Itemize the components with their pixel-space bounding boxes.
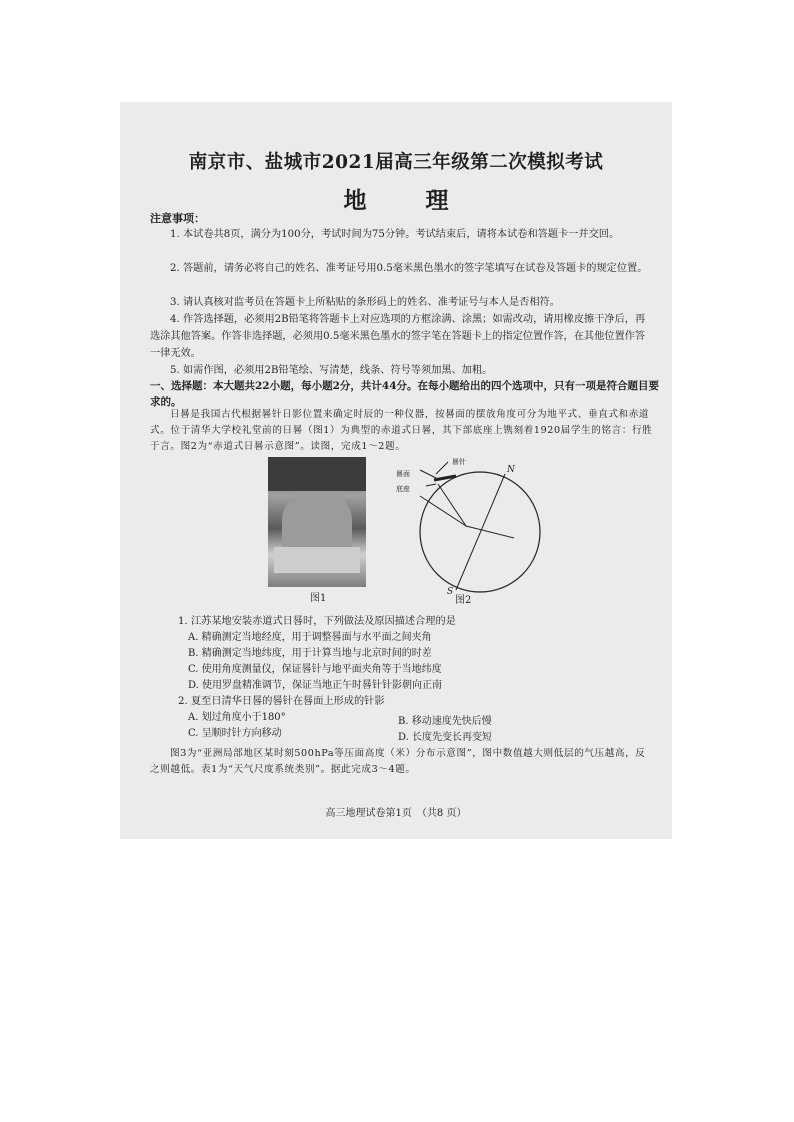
q1-option-c: C. 使用角度测量仪，保证晷针与地平面夹角等于当地纬度 <box>188 664 442 675</box>
gnomon-label: 晷针 <box>452 458 466 466</box>
q2-option-d: D. 长度先变长再变短 <box>398 732 493 743</box>
notice-item-2: 2. 答题前，请务必将自己的姓名、准考证号用0.5毫米黑色墨水的签字笔填写在试卷及答题卡的规定位置。 <box>170 263 648 274</box>
intro-paragraph-1: 日晷是我国古代根据晷针日影位置来确定时辰的一种仪器，按晷面的摆放角度可分为地平式、垂直式和赤道式。位于清华大学校礼堂前的日晷（图1）为典型的赤道式日晷，其下部底座上镌刻着1920届学生的铭言：行胜于言。图2为“赤道式日晷示意图”。读图，完成1～2题。 <box>150 409 653 452</box>
q2-option-c: C. 呈顺时针方向移动 <box>188 728 282 739</box>
notice-item-1: 1. 本试卷共8页，满分为100分，考试时间为75分钟。考试结束后，请将本试卷和答题卡一并交回。 <box>170 229 620 240</box>
exam-page <box>120 102 672 839</box>
notice-item-5: 5. 如需作图，必须用2B铅笔绘、写清楚，线条、符号等须加黑、加粗。 <box>170 365 493 376</box>
page-footer: 高三地理试卷第1页 （共8 页） <box>325 808 467 819</box>
subject-title: 地 理 <box>343 187 467 214</box>
question-2-stem: 2. 夏至日清华日晷的晷针在晷面上形成的针影 <box>178 696 385 707</box>
q2-option-b: B. 移动速度先快后慢 <box>398 716 492 727</box>
q1-option-a: A. 精确测定当地经度，用于调整晷面与水平面之间夹角 <box>188 632 432 643</box>
north-label: N <box>507 465 515 475</box>
figure2-caption: 图2 <box>455 595 472 606</box>
dial-label: 晷面 <box>396 470 410 478</box>
south-label: S <box>447 587 454 597</box>
q2-option-a: A. 划过角度小于180° <box>188 712 286 723</box>
notice-item-4: 4. 作答选择题，必须用2B铅笔将答题卡上对应选项的方框涂满、涂黑；如需改动，请用橡皮擦干净后，再选涂其他答案。作答非选择题，必须用0.5毫米黑色墨水的签字笔在答题卡上的指定位置作答，在其他位置作答一律无效。 <box>150 314 646 359</box>
intro-paragraph-2: 图3为“亚洲局部地区某时刻500hPa等压面高度（米）分布示意图”，图中数值越大则低层的气压越高，反之则越低。表1为“天气尺度系统类别”。据此完成3～4题。 <box>150 748 646 775</box>
question-1-stem: 1. 江苏某地安装赤道式日晷时，下列做法及原因描述合理的是 <box>178 616 456 627</box>
section-heading: 一、选择题：本大题共22小题，每小题2分，共计44分。在每小题给出的四个选项中，只有一项是符合题目要求的。 <box>150 380 660 408</box>
exam-title: 南京市、盐城市2021届高三年级第二次模拟考试 <box>188 152 604 173</box>
figure1-caption: 图1 <box>310 593 327 604</box>
figure2-diagram <box>390 454 560 599</box>
notice-heading: 注意事项： <box>150 212 205 225</box>
q1-option-d: D. 使用罗盘精准调节，保证当地正午时晷针针影朝向正南 <box>188 680 443 691</box>
notice-item-3: 3. 请认真核对监考员在答题卡上所粘贴的条形码上的姓名、准考证号与本人是否相符。 <box>170 297 560 308</box>
q1-option-b: B. 精确测定当地纬度，用于计算当地与北京时间的时差 <box>188 648 432 659</box>
figure1-photo <box>268 457 366 587</box>
base-label: 底座 <box>396 485 410 493</box>
